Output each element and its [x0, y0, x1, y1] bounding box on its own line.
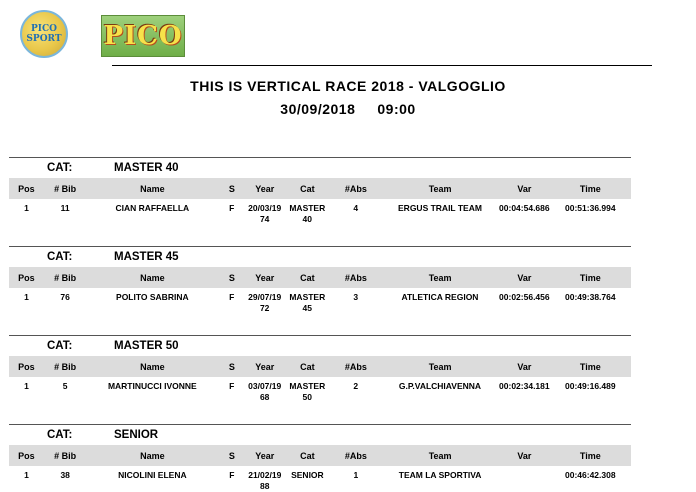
pico-sport-logo: PICO SPORT	[20, 10, 68, 58]
race-datetime	[0, 101, 696, 117]
category-header: CAT: MASTER 40	[47, 162, 179, 174]
col-name: Name	[140, 361, 165, 372]
category-header: CAT: SENIOR	[47, 429, 159, 441]
col-var: Var	[517, 361, 532, 372]
col-cat: Cat	[300, 450, 315, 461]
column-headers	[9, 356, 631, 377]
column-headers	[9, 178, 631, 199]
col-bib: # Bib	[54, 450, 77, 461]
column-headers	[9, 267, 631, 288]
col-s: S	[228, 272, 235, 283]
col-team: Team	[428, 361, 452, 372]
category-section	[9, 335, 631, 403]
col-bib: # Bib	[54, 183, 77, 194]
col-year: Year	[255, 272, 275, 283]
col-team: Team	[428, 450, 452, 461]
table-row: 1 76 POLITO SABRINA F 29/07/19 72 MASTER 45 3 ATLETICA REGION 00:02:56.456 00:49:38.764	[24, 292, 616, 313]
header-divider	[112, 65, 652, 66]
category-name: MASTER 45	[114, 251, 179, 263]
category-name: SENIOR	[114, 429, 159, 441]
col-team: Team	[428, 272, 452, 283]
column-headers	[9, 445, 631, 466]
col-year: Year	[255, 361, 275, 372]
col-s: S	[228, 183, 235, 194]
col-var: Var	[517, 183, 532, 194]
table-row: 1 11 CIAN RAFFAELLA F 20/03/19 74 MASTER 40 4 ERGUS TRAIL TEAM 00:04:54.686 00:51:36.994	[24, 203, 616, 224]
col-pos: Pos	[18, 272, 35, 283]
col-time: Time	[579, 272, 601, 283]
col-bib: # Bib	[54, 272, 77, 283]
col-year: Year	[255, 450, 275, 461]
col-pos: Pos	[18, 450, 35, 461]
col-name: Name	[140, 272, 165, 283]
category-section	[9, 246, 631, 314]
col-s: S	[228, 361, 235, 372]
table-row: 1 38 NICOLINI ELENA F 21/02/19 88 SENIOR 1 TEAM LA SPORTIVA 00:46:42.308	[24, 470, 616, 491]
col-bib: # Bib	[54, 361, 77, 372]
race-date: 30/09/2018	[280, 101, 356, 117]
col-var: Var	[517, 450, 532, 461]
col-abs: #Abs	[344, 450, 367, 461]
col-cat: Cat	[300, 183, 315, 194]
race-time: 09:00	[377, 101, 416, 117]
col-var: Var	[517, 272, 532, 283]
category-section	[9, 424, 631, 492]
col-cat: Cat	[300, 361, 315, 372]
category-name: MASTER 50	[114, 340, 179, 352]
category-header: CAT: MASTER 45	[47, 251, 179, 263]
pico-logo: PICO	[101, 15, 185, 57]
category-section	[9, 157, 631, 225]
col-abs: #Abs	[344, 183, 367, 194]
category-header: CAT: MASTER 50	[47, 340, 179, 352]
page-title: THIS IS VERTICAL RACE 2018 - VALGOGLIO	[190, 78, 506, 94]
col-time: Time	[579, 361, 601, 372]
col-name: Name	[140, 183, 165, 194]
col-pos: Pos	[18, 361, 35, 372]
col-s: S	[228, 450, 235, 461]
col-time: Time	[579, 183, 601, 194]
col-name: Name	[140, 450, 165, 461]
col-pos: Pos	[18, 183, 35, 194]
col-abs: #Abs	[344, 361, 367, 372]
col-team: Team	[428, 183, 452, 194]
category-name: MASTER 40	[114, 162, 179, 174]
col-cat: Cat	[300, 272, 315, 283]
col-time: Time	[579, 450, 601, 461]
col-year: Year	[255, 183, 275, 194]
col-abs: #Abs	[344, 272, 367, 283]
table-row: 1 5 MARTINUCCI IVONNE F 03/07/19 68 MASTER 50 2 G.P.VALCHIAVENNA 00:02:34.181 00:49:16.489	[24, 381, 616, 402]
